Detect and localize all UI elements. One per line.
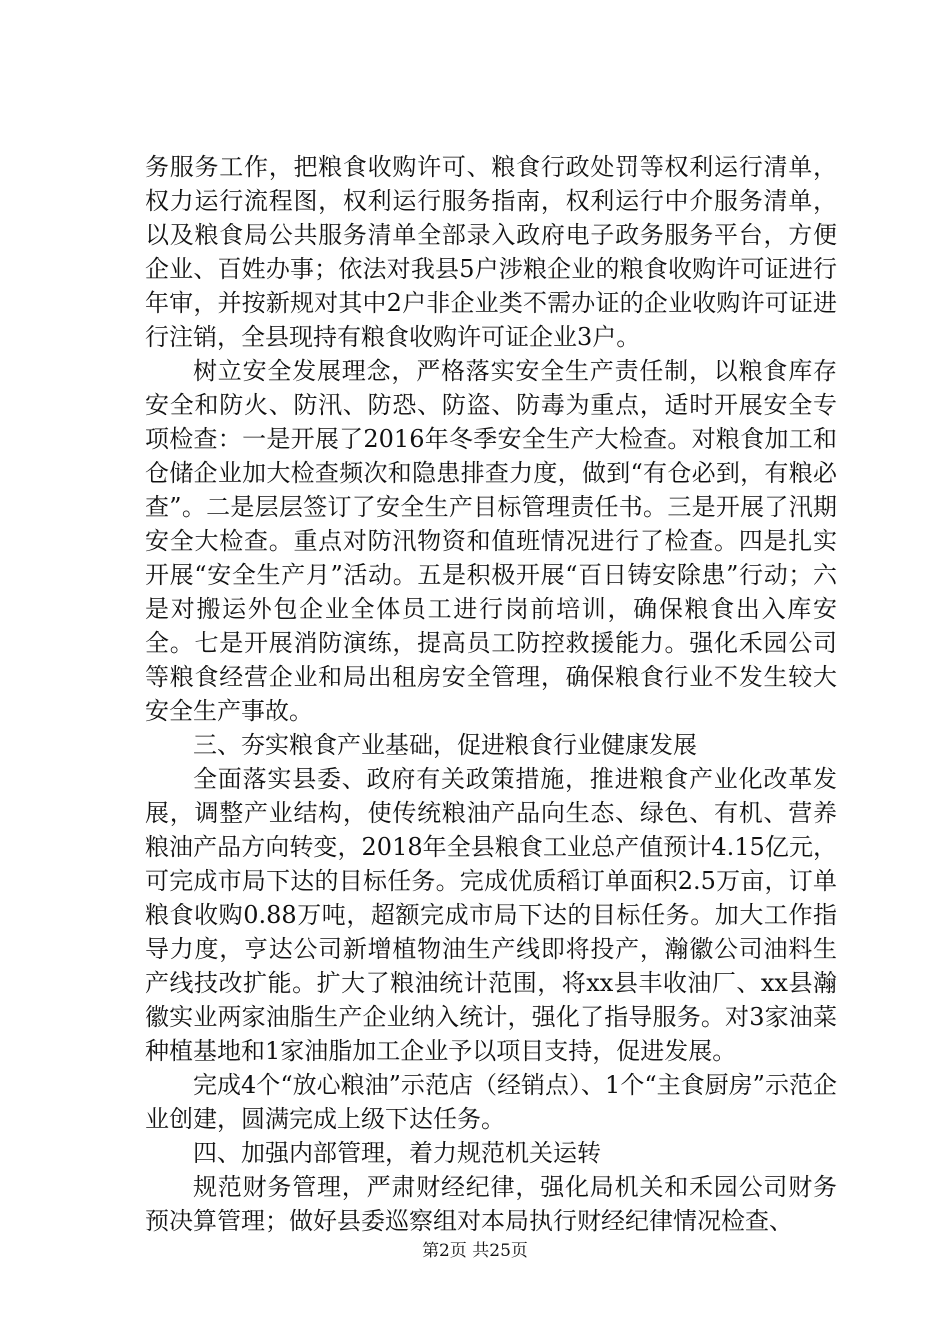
page-number-footer: 第2页 共25页 [422,1241,528,1261]
section-heading-4: 四、加强内部管理，着力规范机关运转 [193,1139,601,1167]
paragraph-industry: 全面落实县委、政府有关政策措施，推进粮食产业化改革发展，调整产业结构，使传统粮油产品向生态、绿色、有机、营养粮油产品方向转变，2018年全县粮食工业总产值预计4.15亿元，可完成市局下达的目标任务。完成优质稻订单面积2.5万亩，订单粮食收购0.88万吨，超额完成市局下达的目标任务。加大工作指导力度，亨达公司新增植物油生产线即将投产，瀚徽公司油料生产线技改扩能。扩大了粮油统计范围，将xx县丰收油厂、xx县瀚徽实业两家油脂生产企业纳入统计，强化了指导服务。对3家油菜种植基地和1家油脂加工企业予以项目支持，促进发展。 [145,765,837,1065]
paragraph-finance: 规范财务管理，严肃财经纪律，强化局机关和禾园公司财务预决算管理；做好县委巡察组对本局执行财经纪律情况检查、 [145,1173,837,1235]
document-body [145,150,837,1238]
section-heading-3: 三、夯实粮食产业基础，促进粮食行业健康发展 [193,731,697,759]
paragraph-safety: 树立安全发展理念，严格落实安全生产责任制，以粮食库存安全和防火、防汛、防恐、防盗、防毒为重点，适时开展安全专项检查：一是开展了2016年冬季安全生产大检查。对粮食加工和仓储企业加大检查频次和隐患排查力度，做到“有仓必到，有粮必查”。二是层层签订了安全生产目标管理责任书。三是开展了汛期安全大检查。重点对防汛物资和值班情况进行了检查。四是扎实开展“安全生产月”活动。五是积极开展“百日铸安除患”行动；六是对搬运外包企业全体员工进行岗前培训，确保粮食出入库安全。七是开展消防演练，提高员工防控救援能力。强化禾园公司等粮食经营企业和局出租房安全管理，确保粮食行业不发生较大安全生产事故。 [145,357,837,725]
paragraph-continued: 务服务工作，把粮食收购许可、粮食行政处罚等权利运行清单，权力运行流程图，权利运行服务指南，权利运行中介服务清单，以及粮食局公共服务清单全部录入政府电子政务服务平台，方便企业、百姓办事；依法对我县5户涉粮企业的粮食收购许可证进行年审，并按新规对其中2户非企业类不需办证的企业收购许可证进行注销，全县现持有粮食收购许可证企业3户。 [145,153,837,351]
paragraph-demonstration: 完成4个“放心粮油”示范店（经销点）、1个“主食厨房”示范企业创建，圆满完成上级下达任务。 [145,1071,837,1133]
